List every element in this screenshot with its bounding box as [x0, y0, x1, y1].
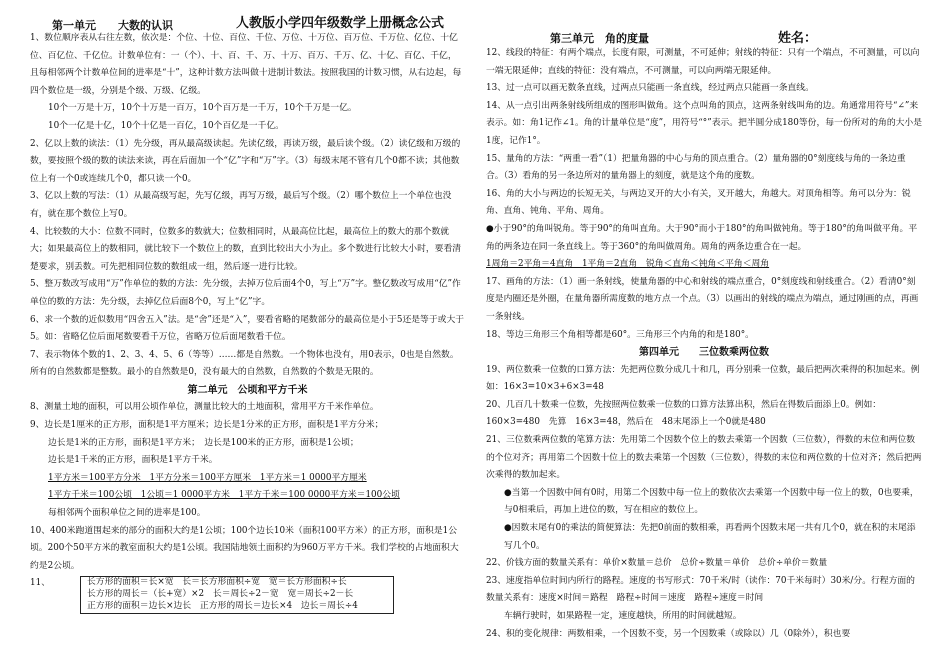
- item-13: 13、过一点可以画无数条直线，过两点只能画一条直线，经过两点只能画一条直线。: [486, 83, 814, 94]
- item-17: 17、画角的方法：（1）画一条射线，使量角器的中心和射线的端点重合，0°刻度线和射线重合。（2）看清0°刻度是内圈还是外圈，在量角器所需度数的地方点一个点。（3）以画出的射线的端点为端点，通过刚画的点，再画一条射线。: [486, 276, 919, 322]
- item-18: 18、等边三角形三个角相等都是60°。三角形三个内角的和是180°。: [486, 329, 754, 340]
- formula-line-3: 正方形的面积＝边长×边长 正方形的周长＝边长×4 边长＝周长÷4: [87, 600, 358, 611]
- name-label: 姓名：: [778, 31, 818, 46]
- page-title: 人教版小学四年级数学上册概念公式: [235, 16, 444, 31]
- item-15: 15、量角的方法：“两重一看”（1）把量角器的中心与角的顶点重合。（2）量角器的0°刻度线与角的一条边重合。（3）看角的另一条边所对的量角器上的刻度，就是这个角的度数。: [486, 153, 906, 182]
- item-9-conv-a: 1平方米＝100平方分米 1平方分米＝100平方厘米 1平方米＝1 0000平方厘米: [48, 472, 367, 483]
- item-11-label: 11、: [30, 578, 50, 589]
- item-1-note-b: 10个一亿是十亿，10个十亿是一百亿，10个百亿是一千亿。: [48, 120, 284, 131]
- unit1-heading: 第一单元 大数的认识: [52, 19, 173, 32]
- formula-line-2: 长方形的周长＝（长+宽）×2 长＝周长÷2－宽 宽＝周长÷2－长: [87, 588, 354, 599]
- item-3: 3、亿以上数的写法：（1）从最高级写起，先写亿级，再写万级，最后写个级。（2）哪个数位上一个单位也没有，就在那个数位上写0。: [30, 191, 452, 219]
- right-column: [486, 45, 922, 643]
- item-10: 10、400米跑道围起来的部分的面积大约是1公顷；100个边长10米（面积100平方米）的正方形，面积是1公顷。200个50平方米的教室面积大约是1公顷。我国陆地领土面积约为960万平方千米。我们学校的占地面积大约是2公顷。: [30, 525, 459, 571]
- item-12: 12、线段的特征：有两个端点，长度有限，可测量，不可延伸；射线的特征：只有一个端点，不可测量，可以向一端无限延伸；直线的特征：没有端点，不可测量，可以向两端无限延伸。: [486, 48, 920, 76]
- item-9-d: 每相邻两个面积单位之间的进率是100。: [48, 508, 206, 519]
- left-column: [30, 30, 465, 614]
- item-8: 8、测量土地的面积，可以用公顷作单位，测量比较大的土地面积，常用平方千米作单位。: [30, 402, 379, 413]
- item-9-c: 边长是1千米的正方形，面积是1平方千米。: [48, 455, 218, 466]
- item-20: 20、几百几十数乘一位数，先按照两位数乘一位数的口算方法算出积，然后在得数后面添上0。例如：160×3=480 先算 16×3=48，然后在 48末尾添上一个0就是480: [486, 399, 882, 428]
- item-19: 19、两位数乘一位数的口算方法：先把两位数分成几十和几，再分别乘一位数，最后把两次乘得的积加起来。例如：16×3=10×3+6×3=48: [486, 364, 920, 393]
- angle-types: ●小于90°的角叫锐角。等于90°的角叫直角。大于90°而小于180°的角叫做钝角。等于180°的角叫做平角。平角的两条边在同一条直线上。等于360°的角叫做周角。周角的两条边重合在一起。: [486, 223, 918, 252]
- formula-box: [80, 576, 394, 614]
- zero-middle-rule: ●当第一个因数中间有0时，用第二个因数中每一位上的数依次去乘第一个因数中每一位上的数，0也要乘，与0相乘后，再加上进位的数，写在相应的数位上。: [504, 487, 919, 516]
- item-23: 23、速度指单位时间内所行的路程。速度的书写形式：70千米/时（读作：70千米每时）30米/分。行程方面的数量关系有：速度×时间＝路程 路程÷时间＝速度 路程÷速度＝时间: [486, 575, 915, 604]
- item-14: 14、从一点引出两条射线所组成的图形叫做角。这个点叫角的顶点，这两条射线叫角的边。角通常用符号“∠”来表示。如：角1记作∠1。角的计量单位是“度”，用符号“°”表示。把半圆分成180等份，每一份所对的角的大小是1度，记作1°。: [486, 100, 923, 146]
- item-23-note: 车辆行驶时，如果路程一定，速度越快，所用的时间就越短。: [504, 611, 742, 621]
- item-1: 1、数位顺序表从右往左数，依次是：个位、十位、百位、千位、万位、十万位、百万位、千万位、亿位、十亿位、百亿位、千亿位。计数单位有：一（个）、十、百、千、万、十万、百万、千万、亿、十亿、百亿、千亿，且每相邻两个计数单位间的进率是“十”，这种计数方法叫做十进制计数法。按照我国的计数习惯，从右边起，每四个数位是一级，分别是个级、万级、亿级。: [30, 33, 462, 96]
- unit2-heading: 第二单元 公顷和平方千米: [187, 384, 308, 396]
- item-7: 7、表示物体个数的1、2、3、4、5、6（等等）……都是自然数。一个物体也没有，用0表示，0也是自然数。所有的自然数都是整数。最小的自然数是0，没有最大的自然数，自然数的个数是无限的。: [30, 349, 459, 378]
- unit3-heading: 第三单元 角的度量: [550, 32, 649, 45]
- item-2: 2、亿以上数的读法：（1）先分级，再从最高级读起。先读亿级，再读万级，最后读个级。（2）读亿级和万级的数，要按照个级的数的读法来读，再在后面加一个“亿”字和“万”字。（3）每级末尾不管有几个0都不读；其他数位上有一个0或连续几个0，都只读一个0。: [30, 138, 461, 184]
- item-9-b: 边长是1米的正方形，面积是1平方米； 边长是100米的正方形，面积是1公顷；: [48, 437, 359, 448]
- item-4: 4、比较数的大小：位数不同时，位数多的数就大；位数相同时，从最高位比起，最高位上的数大的那个数就大；如果最高位上的数相同，就比较下一个数位上的数，直到比较出大小为止。多个数进行比较大小时，要看清楚要求，别丢数。可先把相同位数的数组成一组，然后逐一进行比较。: [30, 226, 462, 272]
- item-5: 5、整万数改写成用“万”作单位的数的方法：先分级，去掉万位后面4个0，写上“万”字。整亿数改写成用“亿”作单位的数的方法：先分级，去掉亿位后面8个0，写上“亿”字。: [30, 279, 461, 307]
- angle-relations: 1周角＝2平角＝4直角 1平角＝2直角 锐角＜直角＜钝角＜平角＜周角: [486, 259, 770, 270]
- item-1-note-a: 10个一万是十万，10个十万是一百万，10个百万是一千万，10个千万是一亿。: [48, 103, 357, 114]
- unit4-heading: 第四单元 三位数乘两位数: [639, 347, 769, 359]
- item-24: 24、积的变化规律：两数相乘，一个因数不变，另一个因数乘（或除以）几（0除外），积也要: [486, 628, 851, 639]
- item-22: 22、价钱方面的数量关系有：单价×数量＝总价 总价÷数量＝单价 总价÷单价＝数量: [486, 558, 828, 569]
- item-16: 16、角的大小与两边的长短无关，与两边叉开的大小有关，叉开越大，角越大。对顶角相等。角可以分为：锐角、直角、钝角、平角、周角。: [486, 188, 911, 217]
- item-21: 21、三位数乘两位数的笔算方法：先用第二个因数个位上的数去乘第一个因数（三位数），得数的末位和两位数的个位对齐；再用第二个因数十位上的数去乘第一个因数（三位数），得数的末位和两位数的十位对齐；然后把两次乘得的数加起来。: [486, 435, 922, 481]
- zero-end-rule: ●因数末尾有0的乘法的简便算法：先把0前面的数相乘，再看两个因数末尾一共有几个0，就在积的末尾添写几个0。: [504, 523, 916, 551]
- item-6: 6、求一个数的近似数用“四舍五入”法。是“舍”还是“入”，要看省略的尾数部分的最高位是小于5还是等于或大于5。如：省略亿位后面尾数要看千万位，省略万位后面尾数看千位。: [30, 314, 465, 343]
- item-9: 9、边长是1厘米的正方形，面积是1平方厘米；边长是1分米的正方形，面积是1平方分米；: [30, 420, 384, 431]
- item-9-conv-b: 1平方千米＝100公顷 1公顷＝1 0000平方米 1平方千米＝100 0000平方米＝100公顷: [48, 490, 400, 501]
- formula-line-1: 长方形的面积＝长×宽 长＝长方形面积÷宽 宽＝长方形面积÷长: [87, 577, 347, 587]
